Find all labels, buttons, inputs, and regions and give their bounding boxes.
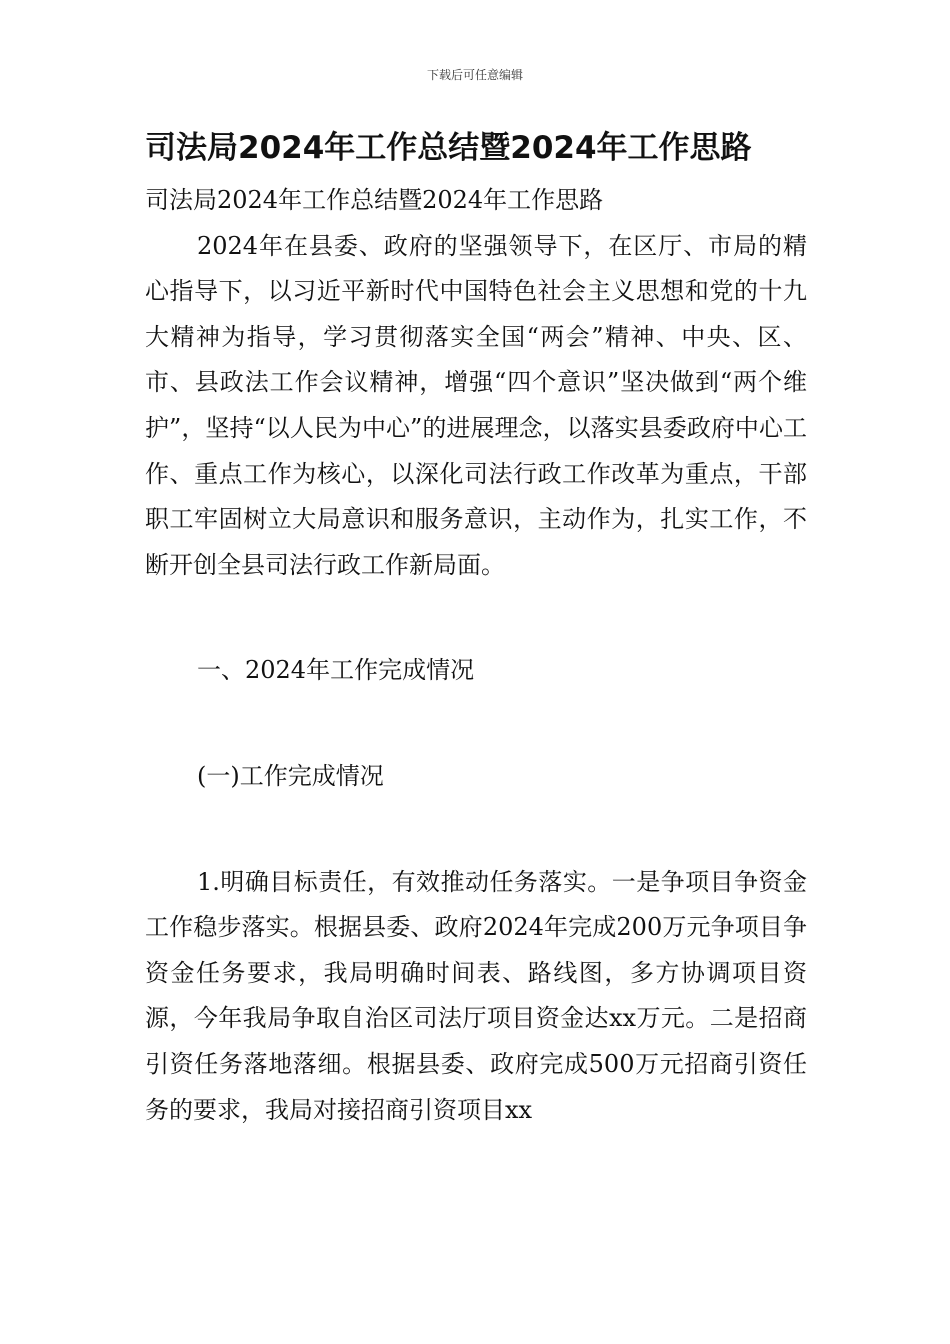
document-body xyxy=(145,178,807,1133)
document-subtitle: 司法局2024年工作总结暨2024年工作思路 xyxy=(145,186,604,214)
header-note: 下载后可任意编辑 xyxy=(426,68,523,82)
intro-paragraph: 2024年在县委、政府的坚强领导下，在区厅、市局的精心指导下，以习近平新时代中国特色社会主义思想和党的十九大精神为指导，学习贯彻落实全国“两会”精神、中央、区、市、县政法工作会议精神，增强“四个意识”坚决做到“两个维护”，坚持“以人民为中心”的进展理念，以落实县委政府中心工作、重点工作为核心，以深化司法行政工作改革为重点，干部职工牢固树立大局意识和服务意识，主动作为，扎实工作，不断开创全县司法行政工作新局面。 xyxy=(145,231,807,579)
item-one-paragraph: 1.明确目标责任，有效推动任务落实。一是争项目争资金工作稳步落实。根据县委、政府2024年完成200万元争项目争资金任务要求，我局明确时间表、路线图，多方协调项目资源，今年我局争取自治区司法厅项目资金达xx万元。二是招商引资任务落地落细。根据县委、政府完成500万元招商引资任务的要求，我局对接招商引资项目xx xyxy=(145,867,807,1124)
document-title: 司法局2024年工作总结暨2024年工作思路 xyxy=(145,130,752,166)
sub-heading-one: (一)工作完成情况 xyxy=(197,761,384,790)
section-heading-one: 一、2024年工作完成情况 xyxy=(197,656,475,685)
